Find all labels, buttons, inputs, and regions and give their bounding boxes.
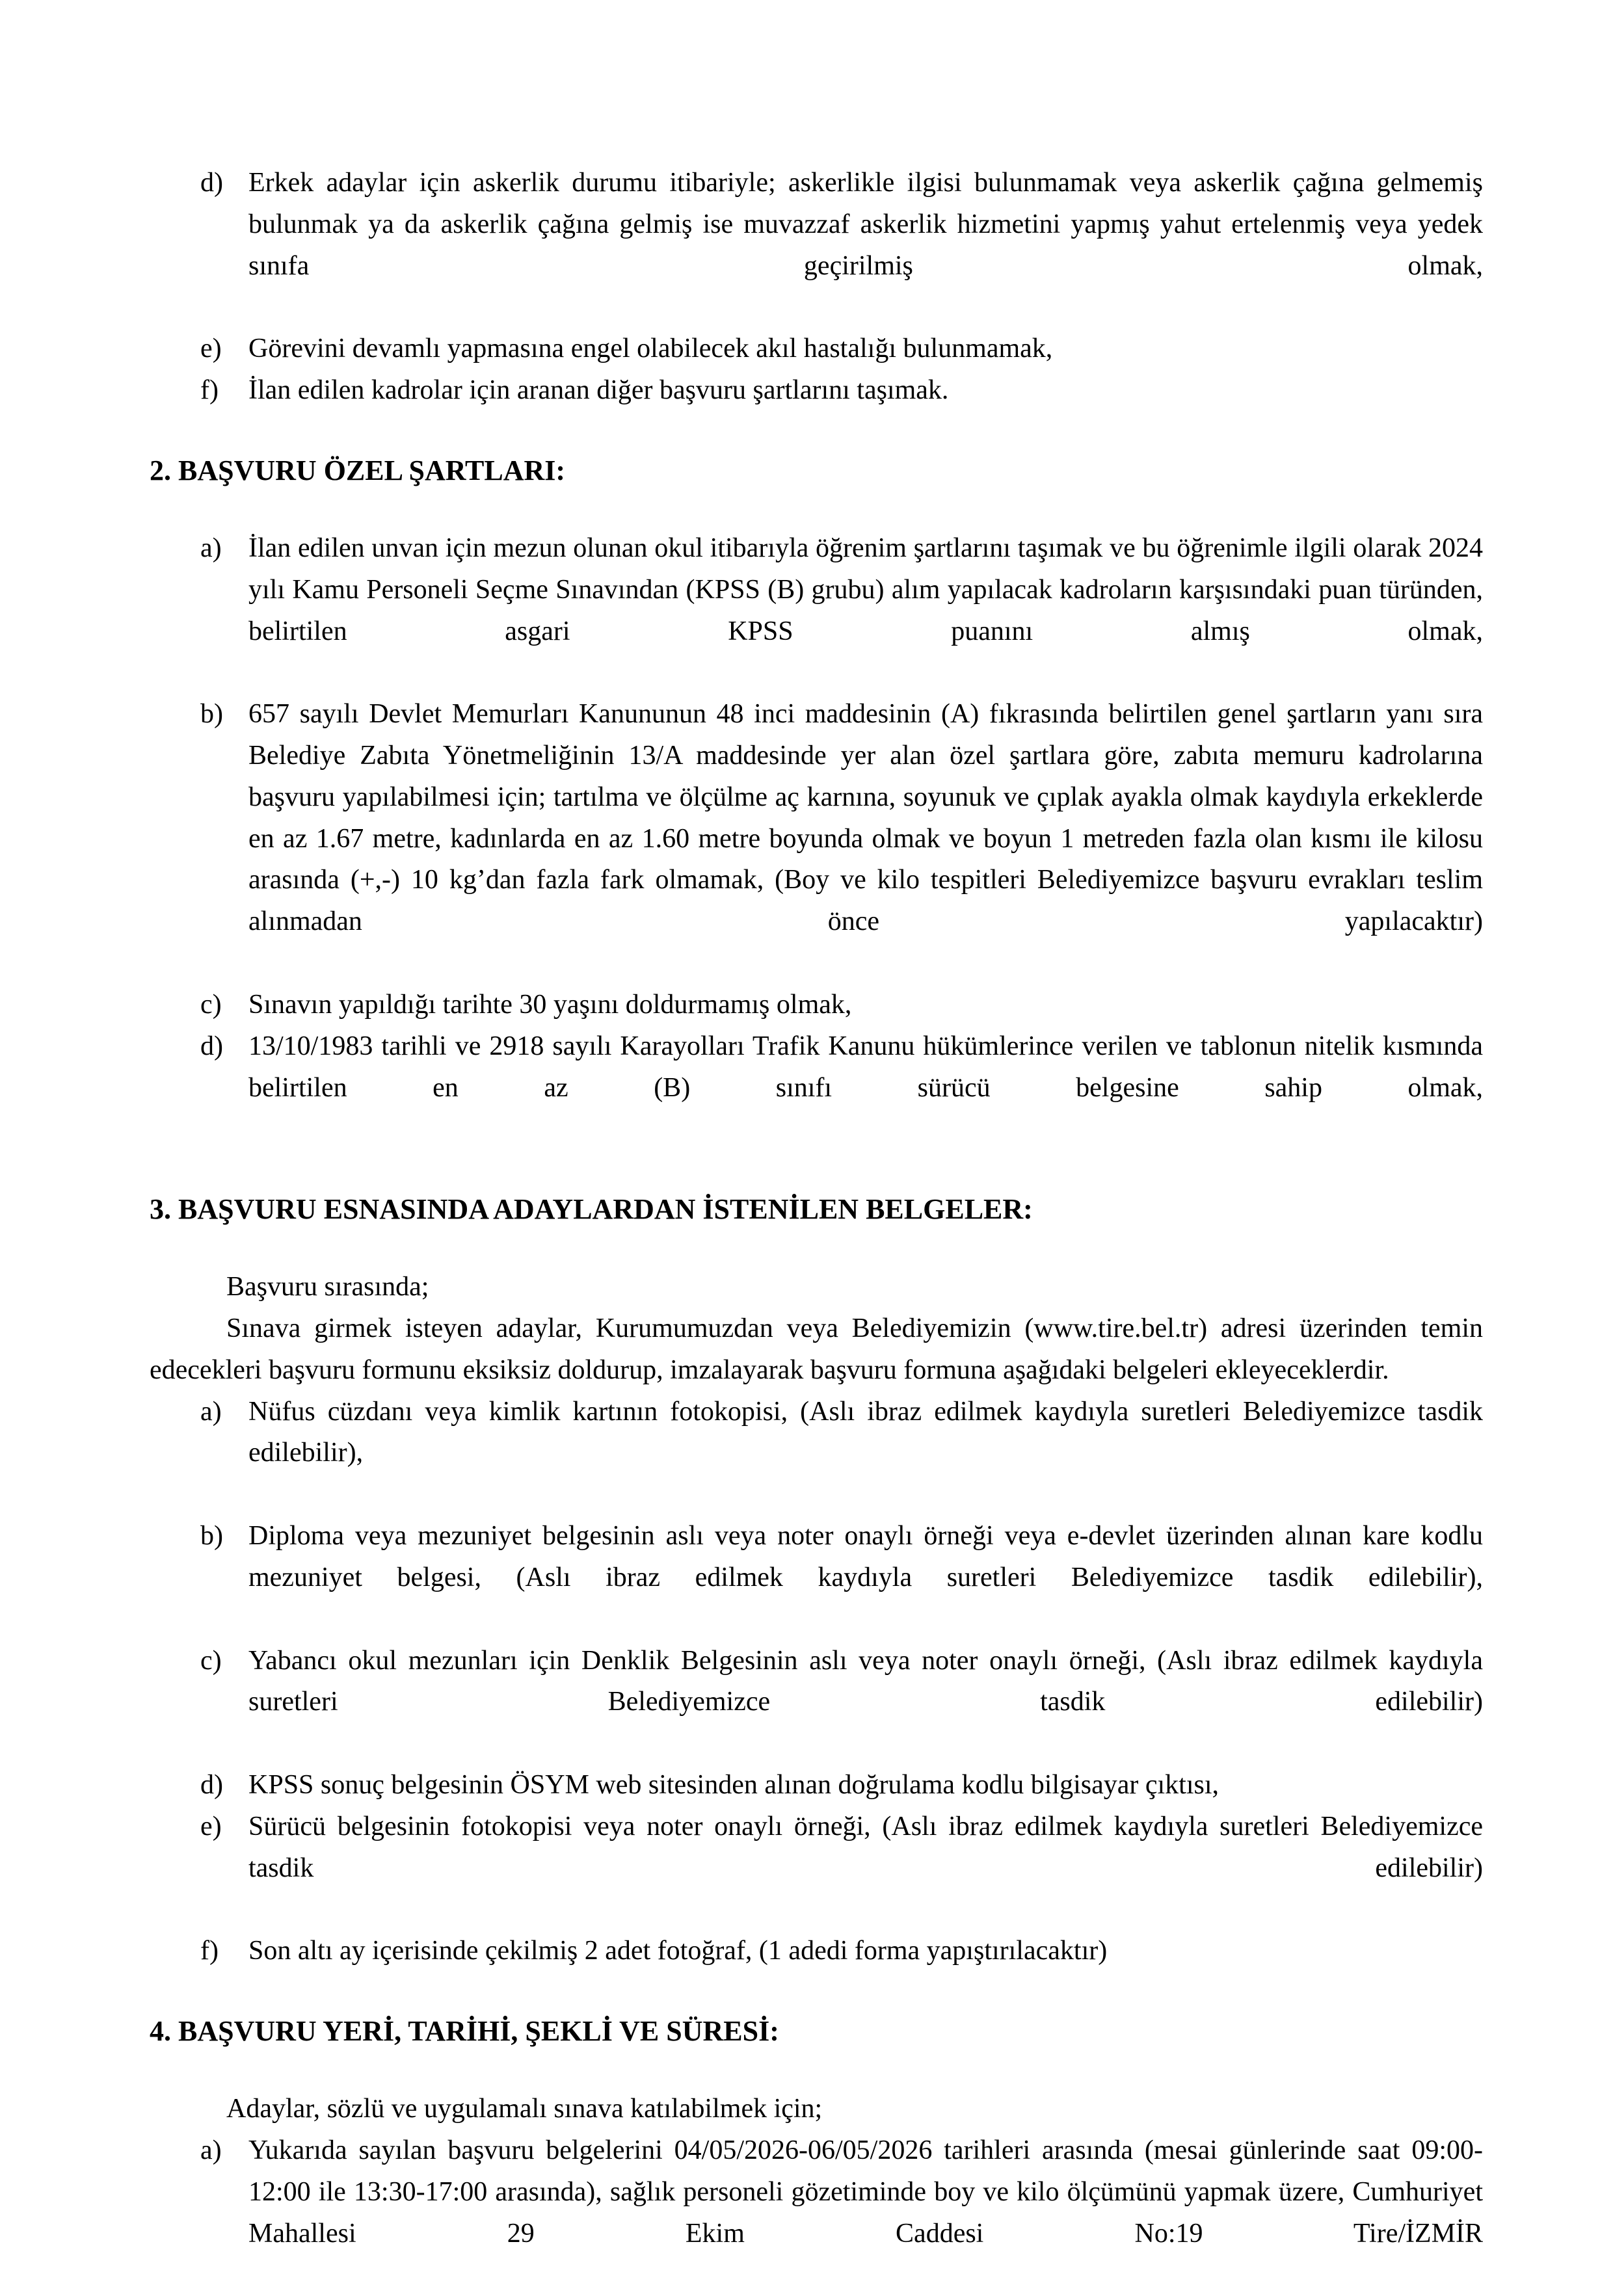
list-item-text: Yukarıda sayılan başvuru belgelerini 04/05/2026-06/05/2026 tarihleri arasında (mesai günlerinde saat 09:00-12:00 ile 13:30-17:00 arasında), sağlık personeli gözetiminde boy ve kilo ölçümünü yapmak üzere, Cumhuriyet Mahallesi 29 Ekim Caddesi No:19 Tire/İZMİR bbox=[248, 2135, 1483, 2249]
list-item bbox=[150, 1392, 1483, 1516]
spacer bbox=[150, 493, 1483, 528]
spacer bbox=[150, 1232, 1483, 1267]
list-item bbox=[150, 370, 1483, 412]
list-marker: c) bbox=[200, 1645, 222, 1676]
list-item-text: İlan edilen unvan için mezun olunan okul itibarıyla öğrenim şartlarını taşımak ve bu öğrenimle ilgili olarak 2024 yılı Kamu Personeli Seçme Sınavından (KPSS (B) grubu) alım yapılacak kadroların karşısındaki puan türünden, belirtilen asgari KPSS puanını almış olmak, bbox=[248, 533, 1483, 646]
list-item-text: Erkek adaylar için askerlik durumu itibariyle; askerlikle ilgisi bulunmamak veya askerlik çağına gelmemiş bulunmak ya da askerlik çağına gelmiş ise muvazzaf askerlik hizmetini yapmış yahut ertelenmiş veya yedek sınıfa geçirilmiş olmak, bbox=[248, 168, 1483, 281]
list-marker: f) bbox=[200, 375, 219, 406]
list-marker: a) bbox=[200, 533, 222, 563]
section-4-heading: 4. BAŞVURU YERİ, TARİHİ, ŞEKLİ VE SÜRESİ: bbox=[150, 2015, 779, 2048]
list-item-text: İlan edilen kadrolar için aranan diğer başvuru şartlarını taşımak. bbox=[248, 375, 949, 406]
list-item bbox=[150, 1516, 1483, 1640]
list-marker: c) bbox=[200, 989, 222, 1020]
list-marker: e) bbox=[200, 1811, 222, 1841]
list-item bbox=[150, 1026, 1483, 1150]
list-marker: d) bbox=[200, 1770, 223, 1801]
section-4-lead-1: Adaylar, sözlü ve uygulamalı sınava katılabilmek için; bbox=[226, 2094, 823, 2124]
section-3-lead-1: Başvuru sırasında; bbox=[226, 1272, 429, 1302]
list-item bbox=[150, 528, 1483, 694]
list-item-text: Sınavın yapıldığı tarihte 30 yaşını doldurmamış olmak, bbox=[248, 989, 852, 1020]
list-marker: a) bbox=[200, 1396, 222, 1427]
list-item-text: 13/10/1983 tarihli ve 2918 sayılı Karayolları Trafik Kanunu hükümlerince verilen ve tablonun nitelik kısmında belirtilen en az (B) sınıfı sürücü belgesine sahip olmak, bbox=[248, 1031, 1483, 1103]
list-marker: d) bbox=[200, 168, 223, 198]
list-item bbox=[150, 694, 1483, 984]
list-item-text: Sürücü belgesinin fotokopisi veya noter onaylı örneği, (Aslı ibraz edilmek kaydıyla suretleri Belediyemizce tasdik edilebilir) bbox=[248, 1811, 1483, 1883]
list-item bbox=[150, 1765, 1483, 1806]
section-2-list bbox=[150, 528, 1483, 1150]
section-3-list bbox=[150, 1392, 1483, 1973]
list-item bbox=[150, 1931, 1483, 1972]
section-2-heading: 2. BAŞVURU ÖZEL ŞARTLARI: bbox=[150, 454, 566, 486]
general-conditions-list bbox=[150, 163, 1483, 412]
list-marker: b) bbox=[200, 1521, 223, 1551]
list-item-text: KPSS sonuç belgesinin ÖSYM web sitesinden alınan doğrulama kodlu bilgisayar çıktısı, bbox=[248, 1770, 1220, 1801]
list-marker: a) bbox=[200, 2135, 222, 2165]
spacer bbox=[150, 2053, 1483, 2089]
list-item bbox=[150, 2130, 1483, 2296]
section-4-list bbox=[150, 2130, 1483, 2296]
list-marker: b) bbox=[200, 699, 223, 730]
list-marker: e) bbox=[200, 334, 222, 364]
spacer bbox=[150, 1972, 1483, 2010]
list-marker: f) bbox=[200, 1936, 219, 1966]
list-item-text: 657 sayılı Devlet Memurları Kanununun 48 inci maddesinin (A) fıkrasında belirtilen genel şartların yanı sıra Belediye Zabıta Yönetmeliğinin 13/A maddesinde yer alan özel şartlara göre, zabıta memuru kadrolarına başvuru yapılabilmesi için; tartılma ve ölçülme aç karnına, soyunuk ve çıplak ayakla olmak kaydıyla erkeklerde en az 1.67 metre, kadınlarda en az 1.60 metre boyunda olmak ve boyun 1 metreden fazla olan kısmı ile kilosu arasında (+,-) 10 kg’dan fazla fark olmamak, (Boy ve kilo tespitleri Belediyemizce başvuru evrakları teslim alınmadan önce yapılacaktır) bbox=[248, 699, 1483, 937]
section-3-lead-2: Sınava girmek isteyen adaylar, Kurumumuzdan veya Belediyemizin (www.tire.bel.tr) adresi üzerinden temin edecekleri başvuru formunu eksiksiz doldurup, imzalayarak başvuru formuna aşağıdaki belgeleri ekleyeceklerdir. bbox=[150, 1313, 1483, 1385]
section-3-heading: 3. BAŞVURU ESNASINDA ADAYLARDAN İSTENİLEN BELGELER: bbox=[150, 1193, 1033, 1226]
list-item-text: Nüfus cüzdanı veya kimlik kartının fotokopisi, (Aslı ibraz edilmek kaydıyla suretleri Belediyemizce tasdik edilebilir), bbox=[248, 1396, 1483, 1468]
spacer bbox=[150, 412, 1483, 449]
list-item-text: Yabancı okul mezunları için Denklik Belgesinin aslı veya noter onaylı örneği, (Aslı ibraz edilmek kaydıyla suretleri Belediyemizce tasdik edilebilir) bbox=[248, 1645, 1483, 1717]
list-item-text: Görevini devamlı yapmasına engel olabilecek akıl hastalığı bulunmamak, bbox=[248, 334, 1053, 364]
list-item-text: Diploma veya mezuniyet belgesinin aslı veya noter onaylı örneği veya e-devlet üzerinden alınan kare kodlu mezuniyet belgesi, (Aslı ibraz edilmek kaydıyla suretleri Belediyemizce tasdik edilebilir), bbox=[248, 1521, 1483, 1592]
list-item bbox=[150, 163, 1483, 328]
list-item bbox=[150, 1806, 1483, 1931]
spacer bbox=[150, 1150, 1483, 1188]
document-body bbox=[150, 163, 1483, 2296]
list-item-text: Son altı ay içerisinde çekilmiş 2 adet fotoğraf, (1 adedi forma yapıştırılacaktır) bbox=[248, 1936, 1108, 1966]
list-marker: d) bbox=[200, 1031, 223, 1061]
list-item bbox=[150, 328, 1483, 370]
list-item bbox=[150, 1641, 1483, 1765]
list-item bbox=[150, 984, 1483, 1026]
